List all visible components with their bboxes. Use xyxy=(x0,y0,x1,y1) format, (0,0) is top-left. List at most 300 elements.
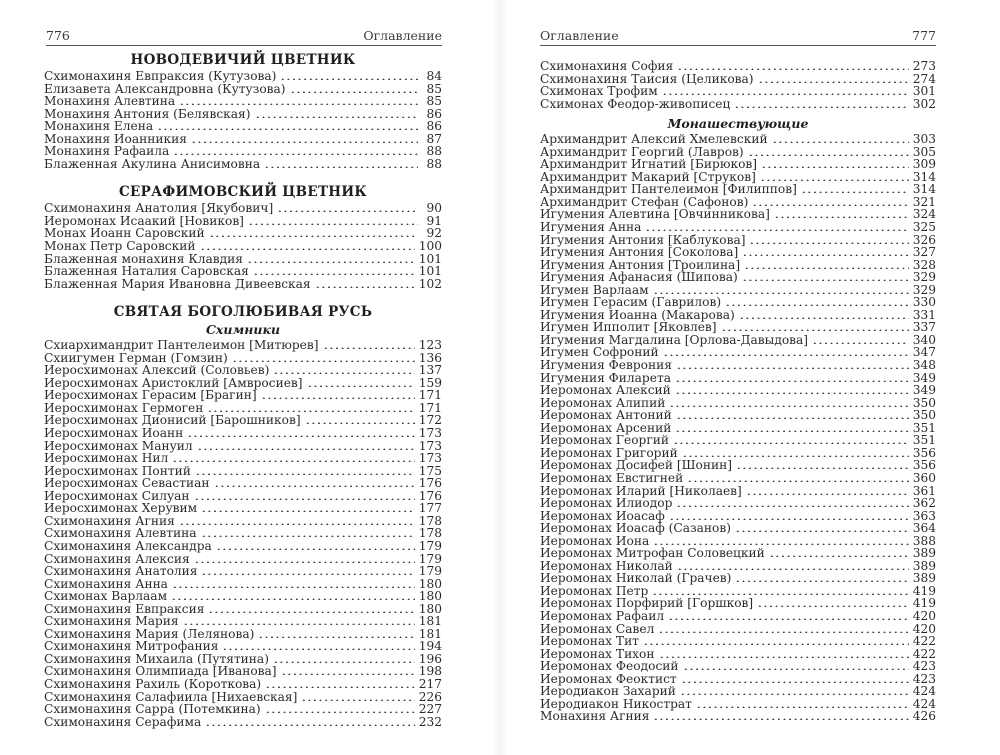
dot-leader xyxy=(757,597,909,607)
entry-name: Иеросхимонах Мануил xyxy=(44,438,193,453)
dot-leader xyxy=(197,440,415,450)
section-title: НОВОДЕВИЧИЙ ЦВЕТНИК xyxy=(130,52,356,68)
entry-name: Архимандрит Пантелеимон [Филиппов] xyxy=(540,182,797,197)
entry-page-number: 314 xyxy=(912,182,936,197)
dot-leader xyxy=(307,377,415,387)
entry-name: Иеросхимонах Херувим xyxy=(44,501,198,516)
dot-leader xyxy=(668,610,909,620)
entry-page-number: 180 xyxy=(418,576,442,591)
toc-entry xyxy=(44,145,442,158)
dot-leader xyxy=(191,133,418,143)
entry-page-number: 350 xyxy=(912,408,936,423)
entry-page-number: 329 xyxy=(912,282,936,297)
entry-page-number: 137 xyxy=(418,363,442,378)
dot-leader xyxy=(194,490,415,500)
entry-name: Иеросхимонах Понтий xyxy=(44,463,191,478)
entry-page-number: 321 xyxy=(912,194,936,209)
dot-leader xyxy=(734,98,908,108)
dot-leader xyxy=(261,389,415,399)
entry-page-number: 360 xyxy=(912,470,936,485)
entry-page-number: 420 xyxy=(912,621,936,636)
entry-name: Блаженная Наталия Саровская xyxy=(44,264,249,279)
dot-leader xyxy=(735,572,908,582)
entry-page-number: 179 xyxy=(418,538,442,553)
entry-name: Иеросхимонах Герасим [Брагин] xyxy=(44,388,257,403)
toc-entry xyxy=(540,158,936,171)
entry-page-number: 181 xyxy=(418,614,442,629)
entry-page-number: 362 xyxy=(912,496,936,511)
entry-page-number: 422 xyxy=(912,634,936,649)
dot-leader xyxy=(736,459,909,469)
toc-entry xyxy=(540,497,936,510)
dot-leader xyxy=(301,691,414,701)
toc-entry xyxy=(540,271,936,284)
entry-page-number: 273 xyxy=(912,59,936,73)
entry-name: Схимонахиня Серафима xyxy=(44,714,202,729)
entry-page-number: 309 xyxy=(912,157,936,172)
entry-page-number: 173 xyxy=(418,451,442,466)
dot-leader xyxy=(281,665,415,675)
entry-page-number: 176 xyxy=(418,488,442,503)
dot-leader xyxy=(669,397,908,407)
dot-leader xyxy=(201,565,414,575)
entry-name: Схимонахиня Михаила (Путятина) xyxy=(44,651,269,666)
entry-page-number: 351 xyxy=(912,420,936,435)
entry-page-number: 84 xyxy=(426,69,442,83)
dot-leader xyxy=(658,623,908,633)
entry-page-number: 123 xyxy=(418,338,442,353)
entry-name: Схимонахиня Анна xyxy=(44,576,168,591)
dot-leader xyxy=(264,158,418,168)
dot-leader xyxy=(201,527,415,537)
entry-name: Иеромонах Георгий xyxy=(540,433,669,448)
entry-page-number: 389 xyxy=(912,546,936,561)
subsection-title: Схимники xyxy=(205,322,281,338)
entry-name: Иеромонах Алипий xyxy=(540,395,666,410)
toc-list xyxy=(540,133,936,723)
entry-page-number: 180 xyxy=(418,589,442,604)
entry-name: Иеромонах Исаакий [Новиков] xyxy=(44,213,244,228)
entry-page-number: 349 xyxy=(912,370,936,385)
entry-page-number: 180 xyxy=(418,601,442,616)
entry-page-number: 175 xyxy=(418,463,442,478)
entry-page-number: 90 xyxy=(426,201,442,216)
entry-page-number: 420 xyxy=(912,608,936,623)
toc-entry xyxy=(44,540,442,553)
dot-leader xyxy=(696,698,909,708)
toc-entry xyxy=(44,565,442,578)
dot-leader xyxy=(769,547,909,557)
toc-entry xyxy=(540,522,936,535)
toc-entry xyxy=(540,246,936,259)
entry-name: Схимонахиня Мария (Лелянова) xyxy=(44,626,255,641)
toc-entry xyxy=(44,477,442,490)
entry-name: Иеромонах Петр xyxy=(540,583,649,598)
entry-name: Иеросхимонах Алексий (Соловьев) xyxy=(44,363,270,378)
entry-page-number: 86 xyxy=(426,119,442,134)
entry-page-number: 426 xyxy=(912,709,936,724)
dot-leader xyxy=(173,145,418,155)
entry-name: Схимонах Варлаам xyxy=(44,589,168,604)
dot-leader xyxy=(645,221,908,231)
dot-leader xyxy=(735,522,909,532)
entry-name: Монахиня Алевтина xyxy=(44,94,176,109)
dot-leader xyxy=(749,234,908,244)
dot-leader xyxy=(683,660,909,670)
entry-name: Схимонахиня Алексия xyxy=(44,551,190,566)
toc-entry xyxy=(540,710,936,723)
dot-leader xyxy=(748,146,909,156)
dot-leader xyxy=(157,120,418,130)
entry-page-number: 350 xyxy=(912,395,936,410)
dot-leader xyxy=(172,452,414,462)
toc-entry xyxy=(540,98,936,111)
dot-leader xyxy=(265,703,415,713)
dot-leader xyxy=(643,635,909,645)
entry-page-number: 361 xyxy=(912,483,936,498)
entry-page-number: 423 xyxy=(912,671,936,686)
entry-page-number: 327 xyxy=(912,245,936,260)
dot-leader xyxy=(725,296,909,306)
entry-name: Иеросхимонах Иоанн xyxy=(44,426,184,441)
dot-leader xyxy=(812,334,909,344)
entry-page-number: 171 xyxy=(418,388,442,403)
entry-page-number: 217 xyxy=(418,676,442,691)
toc-entry xyxy=(44,678,442,691)
entry-page-number: 226 xyxy=(418,689,442,704)
entry-name: Иеросхимонах Гермоген xyxy=(44,400,204,415)
entry-page-number: 389 xyxy=(912,558,936,573)
toc-entry xyxy=(540,60,936,73)
entry-name: Схимонахиня София xyxy=(540,59,674,73)
toc-entry xyxy=(540,359,936,372)
entry-name: Иеросхимонах Дионисий [Барошников] xyxy=(44,413,301,428)
entry-name: Иеродиакон Никострат xyxy=(540,696,692,711)
entry-name: Игумения Алевтина [Овчинникова] xyxy=(540,207,770,222)
toc-entry xyxy=(44,640,442,653)
entry-name: Иеромонах Арсений xyxy=(540,420,672,435)
entry-page-number: 85 xyxy=(426,81,442,96)
toc-entry xyxy=(44,70,442,83)
toc-entry xyxy=(44,615,442,628)
entry-page-number: 351 xyxy=(912,433,936,448)
toc-entry xyxy=(540,610,936,623)
dot-leader xyxy=(172,578,415,588)
entry-name: Схимонахиня Евпраксия (Кутузова) xyxy=(44,69,277,83)
entry-name: Схимонахиня Анатолия xyxy=(44,564,198,579)
entry-page-number: 176 xyxy=(418,476,442,491)
entry-name: Иеромонах Савел xyxy=(540,621,655,636)
dot-leader xyxy=(187,427,415,437)
entry-name: Игумения Иоанна (Макарова) xyxy=(540,307,735,322)
toc-entry xyxy=(44,120,442,133)
toc-entry xyxy=(44,240,442,253)
entry-page-number: 305 xyxy=(912,144,936,159)
running-title: Оглавление xyxy=(363,28,442,43)
entry-page-number: 86 xyxy=(426,106,442,121)
toc-entry xyxy=(44,339,442,352)
entry-name: Архимандрит Стефан (Сафонов) xyxy=(540,194,749,209)
entry-page-number: 324 xyxy=(912,207,936,222)
dot-leader xyxy=(200,240,415,250)
section-title: СВЯТАЯ БОГОЛЮБИВАЯ РУСЬ xyxy=(113,304,373,321)
dot-leader xyxy=(195,465,415,475)
entry-page-number: 424 xyxy=(912,696,936,711)
entry-name: Иеромонах Николай (Грачев) xyxy=(540,571,732,586)
dot-leader xyxy=(676,409,909,419)
toc-entry xyxy=(540,434,936,447)
entry-page-number: 101 xyxy=(418,251,442,266)
toc-entry xyxy=(540,221,936,234)
dot-leader xyxy=(761,158,909,168)
dot-leader xyxy=(675,372,909,382)
entry-page-number: 423 xyxy=(912,659,936,674)
dot-leader xyxy=(721,321,909,331)
entry-page-number: 388 xyxy=(912,533,936,548)
entry-name: Архимандрит Георгий (Лавров) xyxy=(540,144,744,159)
entry-name: Иеромонах Митрофан Соловецкий xyxy=(540,546,765,561)
entry-page-number: 301 xyxy=(912,84,936,99)
dot-leader xyxy=(677,560,909,570)
entry-name: Иеромонах Порфирий [Горшков] xyxy=(540,596,754,611)
toc-entry xyxy=(44,265,442,278)
entry-name: Схимонахиня Агния xyxy=(44,513,175,528)
toc-entry xyxy=(44,716,442,729)
dot-leader xyxy=(209,227,418,237)
dot-leader xyxy=(305,414,415,424)
entry-page-number: 232 xyxy=(418,714,442,729)
entry-name: Монахиня Агния xyxy=(540,709,650,724)
entry-name: Иеромонах Тит xyxy=(540,634,639,649)
entry-name: Иеромонах Феоктист xyxy=(540,671,677,686)
toc-entry xyxy=(540,635,936,648)
entry-page-number: 181 xyxy=(418,626,442,641)
dot-leader xyxy=(681,673,909,683)
entry-name: Иеромонах Иоасаф xyxy=(540,508,665,523)
entry-page-number: 198 xyxy=(418,664,442,679)
entry-name: Елизавета Александровна (Кутузова) xyxy=(44,81,286,96)
entry-name: Иеромонах Григорий xyxy=(540,445,678,460)
dot-leader xyxy=(801,183,909,193)
dot-leader xyxy=(752,196,908,206)
toc-entry xyxy=(540,409,936,422)
entry-name: Иеромонах Досифей [Шонин] xyxy=(540,458,733,473)
entry-name: Игумен Герасим (Гаврилов) xyxy=(540,295,722,310)
dot-leader xyxy=(179,95,418,105)
dot-leader xyxy=(662,85,909,95)
entry-name: Игумения Антония [Троилина] xyxy=(540,257,741,272)
dot-leader xyxy=(676,359,909,369)
entry-name: Схимонахиня Сарра (Потемкина) xyxy=(44,702,261,717)
dot-leader xyxy=(255,108,419,118)
dot-leader xyxy=(232,352,415,362)
entry-page-number: 178 xyxy=(418,513,442,528)
entry-name: Игумения Феврония xyxy=(540,358,672,373)
entry-name: Схимонахиня Алевтина xyxy=(44,526,197,541)
dot-leader xyxy=(742,246,908,256)
entry-name: Схимонах Трофим xyxy=(540,84,658,99)
entry-name: Игумен Варлаам xyxy=(540,282,649,297)
entry-page-number: 179 xyxy=(418,551,442,566)
entry-name: Иеромонах Николай xyxy=(540,558,673,573)
entry-name: Иеродиакон Захарий xyxy=(540,684,676,699)
entry-page-number: 325 xyxy=(912,220,936,235)
entry-name: Игумения Антония [Каблукова] xyxy=(540,232,746,247)
entry-page-number: 424 xyxy=(912,684,936,699)
toc-entry xyxy=(44,452,442,465)
toc-entry xyxy=(540,572,936,585)
entry-page-number: 173 xyxy=(418,426,442,441)
entry-name: Схимонахиня Александра xyxy=(44,538,212,553)
entry-name: Архимандрит Макарий [Струков] xyxy=(540,169,756,184)
entry-name: Монахиня Антония (Белявская) xyxy=(44,106,251,121)
entry-page-number: 179 xyxy=(418,564,442,579)
entry-name: Иеромонах Тихон xyxy=(540,646,655,661)
entry-name: Игумения Афанасия (Шипова) xyxy=(540,270,738,285)
entry-page-number: 159 xyxy=(418,375,442,390)
entry-page-number: 302 xyxy=(912,96,936,111)
entry-name: Схиархимандрит Пантелеимон [Митюрев] xyxy=(44,338,319,353)
entry-page-number: 177 xyxy=(418,501,442,516)
entry-page-number: 102 xyxy=(418,276,442,291)
dot-leader xyxy=(216,540,415,550)
dot-leader xyxy=(253,265,415,275)
dot-leader xyxy=(746,485,909,495)
page-number: 777 xyxy=(912,28,936,43)
entry-name: Схимонахиня Салафиила [Нихаевская] xyxy=(44,689,298,704)
entry-name: Иеросхимонах Нил xyxy=(44,451,169,466)
entry-name: Иеромонах Иона xyxy=(540,533,650,548)
dot-leader xyxy=(663,346,909,356)
entry-name: Иеромонах Алексий xyxy=(540,383,671,398)
dot-leader xyxy=(760,171,909,181)
entry-name: Иеромонах Антоний xyxy=(540,408,672,423)
toc-entry xyxy=(540,384,936,397)
dot-leader xyxy=(676,497,908,507)
dot-leader xyxy=(258,628,414,638)
entry-page-number: 172 xyxy=(418,413,442,428)
entry-name: Иеромонах Евстигней xyxy=(540,470,684,485)
entry-page-number: 348 xyxy=(912,358,936,373)
entry-page-number: 314 xyxy=(912,169,936,184)
running-title: Оглавление xyxy=(540,28,619,43)
dot-leader xyxy=(653,710,908,720)
entry-name: Монахиня Рафаила xyxy=(44,144,170,159)
entry-name: Монах Петр Саровский xyxy=(44,239,196,254)
dot-leader xyxy=(744,259,909,269)
entry-name: Схимонахиня Олимпиада [Иванова] xyxy=(44,664,277,679)
dot-leader xyxy=(673,434,909,444)
toc-entry xyxy=(44,590,442,603)
toc-list xyxy=(44,70,442,170)
dot-leader xyxy=(758,73,909,83)
entry-page-number: 389 xyxy=(912,571,936,586)
entry-page-number: 227 xyxy=(418,702,442,717)
entry-name: Блаженная монахиня Клавдия xyxy=(44,251,243,266)
entry-page-number: 349 xyxy=(912,383,936,398)
entry-name: Схимонахиня Таисия (Целикова) xyxy=(540,71,754,86)
toc-entry xyxy=(44,95,442,108)
entry-page-number: 178 xyxy=(418,526,442,541)
dot-leader xyxy=(171,590,415,600)
entry-page-number: 363 xyxy=(912,508,936,523)
dot-leader xyxy=(687,472,909,482)
entry-page-number: 419 xyxy=(912,596,936,611)
dot-leader xyxy=(675,384,909,394)
right-page xyxy=(500,0,1000,755)
toc-content xyxy=(540,60,936,723)
entry-name: Иеромонах Иларий [Николаев] xyxy=(540,483,742,498)
entry-page-number: 422 xyxy=(912,646,936,661)
entry-name: Схимонахиня Евпраксия xyxy=(44,601,205,616)
dot-leader xyxy=(659,648,909,658)
entry-name: Игумения Антония [Соколова] xyxy=(540,245,739,260)
dot-leader xyxy=(207,402,414,412)
entry-name: Блаженная Мария Ивановна Дивеевская xyxy=(44,276,311,291)
dot-leader xyxy=(323,339,415,349)
dot-leader xyxy=(183,615,415,625)
entry-name: Схимонахиня Рахиль (Короткова) xyxy=(44,676,262,691)
dot-leader xyxy=(280,70,418,80)
dot-leader xyxy=(675,422,908,432)
entry-name: Игумения Филарета xyxy=(540,370,671,385)
dot-leader xyxy=(772,133,909,143)
entry-page-number: 330 xyxy=(912,295,936,310)
toc-entry xyxy=(44,427,442,440)
entry-page-number: 87 xyxy=(426,131,442,146)
entry-page-number: 171 xyxy=(418,400,442,415)
toc-entry xyxy=(540,472,936,485)
toc-content xyxy=(44,50,442,728)
entry-page-number: 136 xyxy=(418,350,442,365)
entry-page-number: 194 xyxy=(418,639,442,654)
entry-page-number: 88 xyxy=(426,144,442,159)
toc-entry xyxy=(540,296,936,309)
entry-name: Схимонахиня Анатолия [Якубович] xyxy=(44,201,274,216)
entry-name: Иеромонах Илиодор xyxy=(540,496,673,511)
toc-entry xyxy=(44,158,442,171)
entry-name: Иеросхимонах Севастиан xyxy=(44,476,210,491)
entry-page-number: 356 xyxy=(912,458,936,473)
toc-entry xyxy=(540,685,936,698)
entry-name: Иеромонах Иоасаф (Сазанов) xyxy=(540,521,732,536)
dot-leader xyxy=(273,364,414,374)
dot-leader xyxy=(669,510,909,520)
entry-name: Схимонахиня Митрофания xyxy=(44,639,219,654)
entry-page-number: 340 xyxy=(912,332,936,347)
toc-entry xyxy=(540,547,936,560)
entry-page-number: 92 xyxy=(426,226,442,241)
subsection-title: Монашествующие xyxy=(667,116,809,132)
entry-name: Монахиня Елена xyxy=(44,119,154,134)
entry-name: Игумения Анна xyxy=(540,220,642,235)
toc-entry xyxy=(540,660,936,673)
dot-leader xyxy=(682,447,909,457)
entry-name: Иеросхимонах Силуан xyxy=(44,488,190,503)
entry-page-number: 356 xyxy=(912,445,936,460)
dot-leader xyxy=(653,284,909,294)
entry-page-number: 328 xyxy=(912,257,936,272)
dot-leader xyxy=(248,215,418,225)
entry-page-number: 101 xyxy=(418,264,442,279)
entry-name: Схимонах Феодор-живописец xyxy=(540,96,731,111)
entry-name: Монахиня Иоанникия xyxy=(44,131,187,146)
dot-leader xyxy=(179,515,415,525)
entry-page-number: 326 xyxy=(912,232,936,247)
dot-leader xyxy=(265,678,415,688)
dot-leader xyxy=(315,278,415,288)
entry-name: Архимандрит Игнатий [Бирюков] xyxy=(540,157,758,172)
